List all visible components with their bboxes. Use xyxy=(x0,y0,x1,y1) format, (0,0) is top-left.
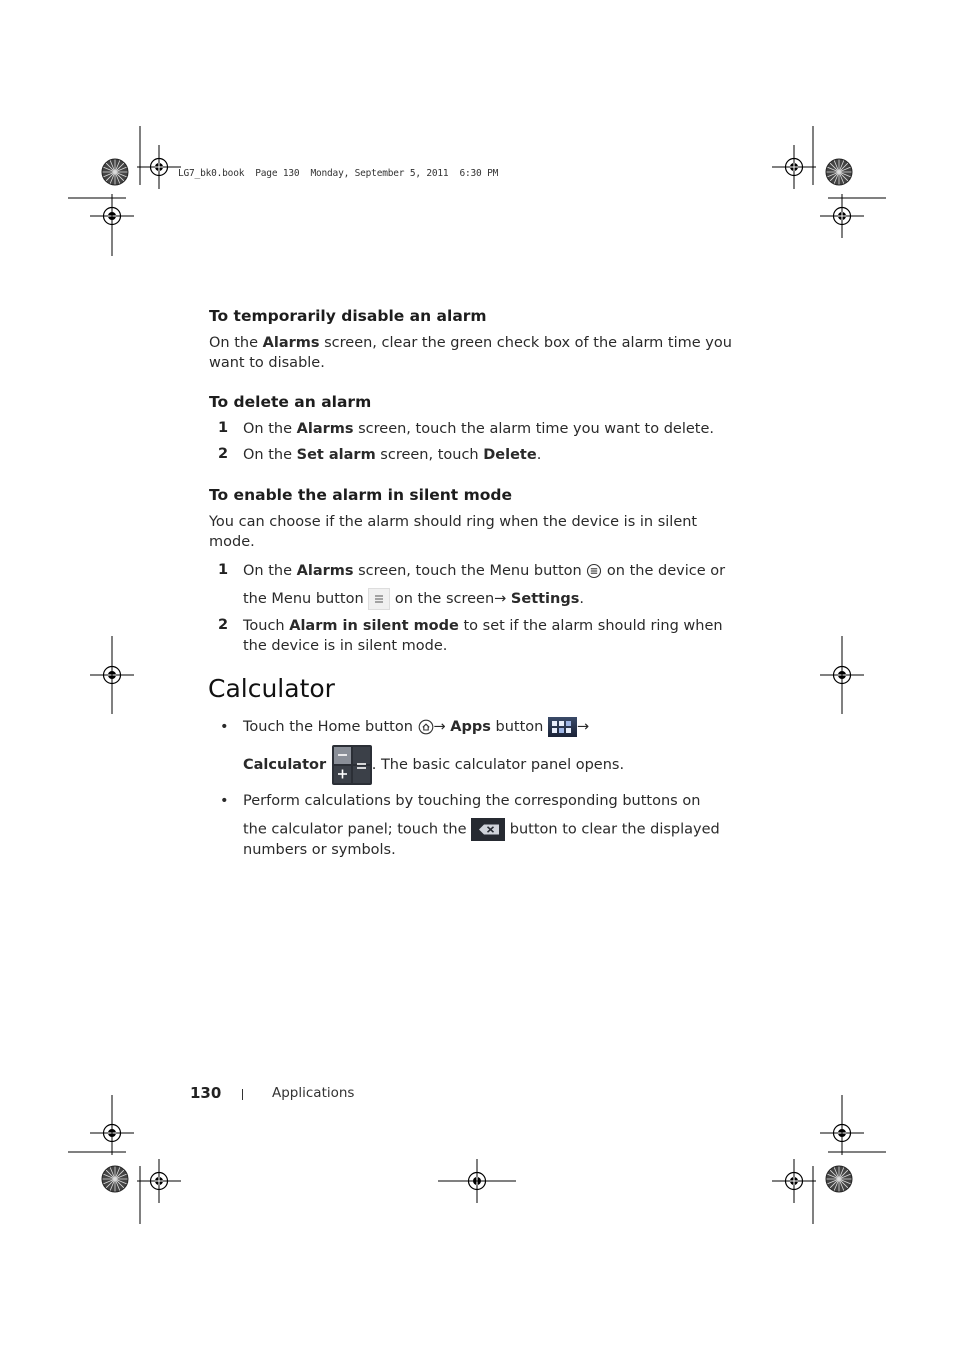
bullet-text xyxy=(243,717,589,737)
bullet-text-continued xyxy=(243,818,720,841)
bullet: • xyxy=(220,793,229,809)
starburst-target-icon xyxy=(102,159,128,185)
calculator-icon xyxy=(332,745,372,785)
text: . The basic calculator panel opens. xyxy=(371,757,625,773)
home-icon xyxy=(418,719,434,735)
text: screen, touch the alarm time you want to delete. xyxy=(353,421,714,437)
step-number: 2 xyxy=(218,617,229,633)
text: → xyxy=(433,719,451,735)
registration-mark-icon xyxy=(772,145,816,189)
bold-term: Alarm in silent mode xyxy=(289,618,459,634)
text: Touch xyxy=(243,618,290,634)
text: to set if the alarm should ring when xyxy=(458,618,723,634)
registration-mark-icon xyxy=(137,145,181,189)
starburst-target-icon xyxy=(826,159,852,185)
text: screen, clear the green check box of the alarm time you xyxy=(319,335,732,351)
text: want to disable. xyxy=(209,355,325,371)
step-number: 1 xyxy=(218,420,229,436)
paragraph-silent-intro xyxy=(209,512,739,552)
bold-term: Settings xyxy=(510,591,580,607)
bold-term: Alarms xyxy=(262,335,320,351)
text: mode. xyxy=(209,534,255,550)
text: the Menu button xyxy=(243,591,369,607)
text: On the xyxy=(243,563,297,579)
backspace-clear-icon xyxy=(471,818,505,841)
step-number: 2 xyxy=(218,446,229,462)
heading-delete-alarm: To delete an alarm xyxy=(209,393,372,411)
text: On the xyxy=(243,447,297,463)
menu-hardware-icon xyxy=(586,563,602,579)
apps-grid-icon xyxy=(548,717,577,737)
bullet-text-continued xyxy=(243,745,624,785)
registration-mark-icon xyxy=(137,1159,181,1203)
step-text xyxy=(243,561,725,581)
starburst-target-icon xyxy=(102,1166,128,1192)
step-number: 1 xyxy=(218,562,229,578)
menu-screen-icon xyxy=(368,588,390,610)
bold-term: Alarms xyxy=(296,421,354,437)
bold-term: Set alarm xyxy=(296,447,376,463)
bold-term: Apps xyxy=(450,719,491,735)
paragraph-disable-alarm xyxy=(209,333,739,373)
text: on the device or xyxy=(602,563,726,579)
text: the calculator panel; touch the xyxy=(243,821,472,838)
text: screen, touch xyxy=(375,447,484,463)
print-slug: LG7_bk0.book Page 130 Monday, September 5, 2011 6:30 PM xyxy=(178,168,499,179)
registration-mark-icon xyxy=(820,194,864,238)
text: On the xyxy=(243,421,297,437)
bold-term: Delete xyxy=(483,447,537,463)
text: on the screen→ xyxy=(390,591,511,607)
text: . xyxy=(536,447,542,463)
step-text xyxy=(243,445,541,465)
heading-silent-mode: To enable the alarm in silent mode xyxy=(209,486,513,504)
bullet-text: Perform calculations by touching the corresponding buttons on xyxy=(243,793,701,809)
section-title-calculator: Calculator xyxy=(208,674,335,703)
footer-divider xyxy=(242,1089,243,1100)
footer-section-name: Applications xyxy=(272,1085,355,1101)
text: screen, touch the Menu button xyxy=(353,563,587,579)
text: On the xyxy=(209,335,263,351)
text: button to clear the displayed xyxy=(505,821,720,838)
page-number: 130 xyxy=(190,1084,222,1102)
bold-term: Alarms xyxy=(296,563,354,579)
text: the device is in silent mode. xyxy=(243,638,448,654)
text: . xyxy=(579,591,584,607)
text: → xyxy=(576,719,590,735)
step-text xyxy=(243,616,743,656)
text: Touch the Home button xyxy=(243,719,418,735)
heading-disable-alarm: To temporarily disable an alarm xyxy=(209,307,487,325)
starburst-target-icon xyxy=(826,1166,852,1192)
step-text xyxy=(243,419,714,439)
text: button xyxy=(490,719,548,735)
text: You can choose if the alarm should ring when the device is in silent xyxy=(209,514,698,530)
bullet: • xyxy=(220,719,229,735)
registration-mark-icon xyxy=(772,1159,816,1203)
step-text-continued xyxy=(243,588,584,610)
bold-term: Calculator xyxy=(243,757,327,773)
bullet-text-continued: numbers or symbols. xyxy=(243,842,396,858)
